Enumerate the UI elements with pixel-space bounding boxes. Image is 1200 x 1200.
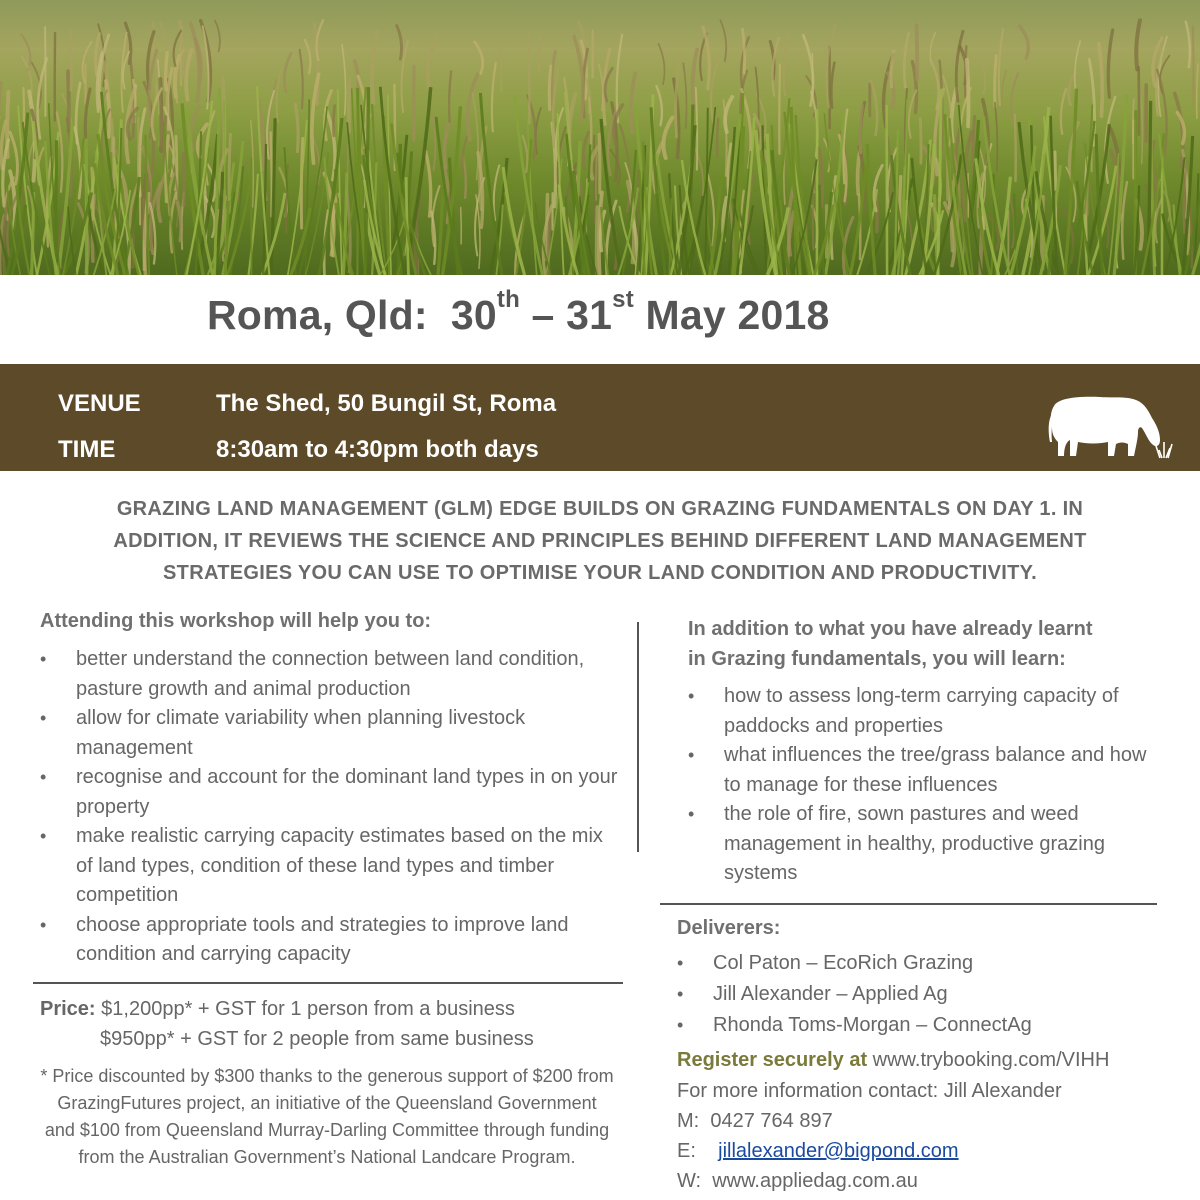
website-url[interactable]: www.appliedag.com.au — [712, 1170, 918, 1192]
right-heading-line-2: in Grazing fundamentals, you will learn: — [688, 648, 1066, 670]
right-heading-line-1: In addition to what you have already learnt — [688, 618, 1093, 640]
title-day1-suffix: th — [496, 286, 520, 313]
intro-line-1: GRAZING LAND MANAGEMENT (GLM) EDGE BUILDS ON GRAZING FUNDAMENTALS ON DAY 1. IN — [116, 498, 1084, 520]
divider-right — [660, 903, 1157, 905]
left-list — [40, 645, 620, 970]
list-item: • Jill Alexander – Applied Ag — [677, 979, 1157, 1010]
list-item: • Rhonda Toms-Morgan – ConnectAg — [677, 1010, 1157, 1041]
list-item: • recognise and account for the dominant land types in on your property — [40, 763, 620, 822]
email-line — [677, 1140, 959, 1163]
title-dash: – — [531, 292, 555, 338]
divider-left — [33, 982, 623, 984]
contact-line: For more information contact: Jill Alexander — [677, 1080, 1062, 1102]
right-list — [688, 682, 1158, 889]
title-day2: 31 — [566, 292, 613, 338]
title-day1: 30 — [450, 292, 497, 338]
email-label: E: — [677, 1140, 696, 1162]
list-item: • how to assess long-term carrying capacity of paddocks and properties — [688, 682, 1158, 741]
list-item: • choose appropriate tools and strategies to improve land condition and carrying capacity — [40, 911, 620, 970]
website-line — [677, 1170, 918, 1193]
mobile-number: 0427 764 897 — [710, 1110, 833, 1132]
price-value-1: $1,200pp* + GST for 1 person from a business — [101, 998, 515, 1020]
list-item: • allow for climate variability when planning livestock management — [40, 704, 620, 763]
cow-icon — [1048, 392, 1178, 464]
event-date-title — [207, 286, 830, 339]
list-item: • make realistic carrying capacity estimates based on the mix of land types, condition of these land types and timber competition — [40, 822, 620, 911]
left-heading: Attending this workshop will help you to: — [40, 610, 432, 632]
list-item: • the role of fire, sown pastures and weed management in healthy, productive grazing systems — [688, 800, 1158, 889]
list-item: • what influences the tree/grass balance and how to manage for these influences — [688, 741, 1158, 800]
column-divider — [637, 622, 639, 852]
grass-illustration — [0, 0, 1200, 275]
venue-time-bar — [0, 364, 1200, 471]
register-url[interactable]: www.trybooking.com/VIHH — [872, 1049, 1110, 1071]
time-label: TIME — [58, 436, 116, 463]
register-label: Register securely at — [677, 1049, 868, 1071]
list-item: • better understand the connection between land condition, pasture growth and animal production — [40, 645, 620, 704]
list-item: • Col Paton – EcoRich Grazing — [677, 948, 1157, 979]
price-footnote: * Price discounted by $300 thanks to the generous support of $200 from GrazingFutures project, an initiative of the Queensland Government and $100 from Queensland Murray-Darling Committee through funding from the Australian Government’s National Landcare Program. — [40, 1066, 614, 1167]
venue-value: The Shed, 50 Bungil St, Roma — [216, 390, 557, 417]
price-line-2: $950pp* + GST for 2 people from same business — [100, 1028, 534, 1050]
title-month-year: May 2018 — [645, 292, 830, 338]
hero-grass-image — [0, 0, 1200, 275]
intro-line-3: STRATEGIES YOU CAN USE TO OPTIMISE YOUR LAND CONDITION AND PRODUCTIVITY. — [163, 562, 1037, 584]
deliverers-heading: Deliverers: — [677, 917, 781, 939]
website-label: W: — [677, 1170, 702, 1192]
mobile-label: M: — [677, 1110, 700, 1132]
right-heading — [688, 614, 1093, 674]
title-day2-suffix: st — [612, 286, 634, 313]
intro-text — [30, 493, 1170, 589]
time-value: 8:30am to 4:30pm both days — [216, 436, 539, 463]
mobile-line — [677, 1110, 833, 1133]
venue-label: VENUE — [58, 390, 141, 417]
price-label: Price: — [40, 998, 96, 1020]
intro-line-2: ADDITION, IT REVIEWS THE SCIENCE AND PRINCIPLES BEHIND DIFFERENT LAND MANAGEMENT — [113, 530, 1087, 552]
register-line — [677, 1049, 1109, 1072]
title-location: Roma, Qld: — [207, 292, 428, 338]
price-line-1 — [40, 994, 515, 1024]
email-link[interactable]: jillalexander@bigpond.com — [718, 1140, 959, 1162]
deliverers-list — [677, 948, 1157, 1041]
